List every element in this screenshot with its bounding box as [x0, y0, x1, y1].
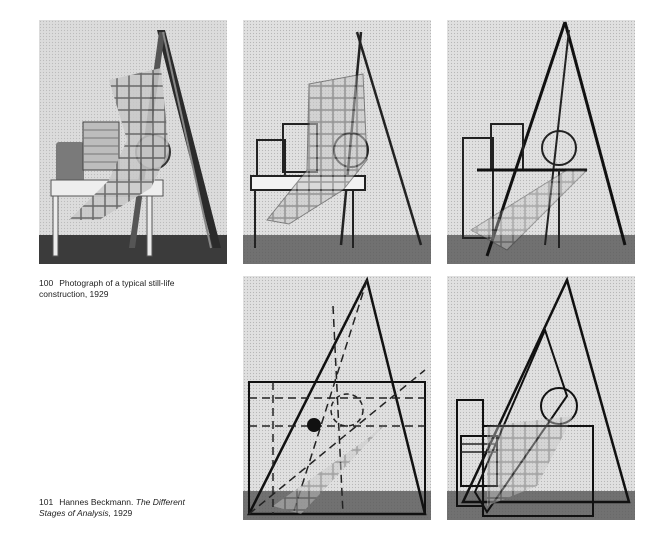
analysis-stage-4 — [447, 276, 635, 520]
caption-author: Hannes Beckmann. — [59, 497, 134, 507]
analysis-stage-2 — [447, 20, 635, 264]
caption-year: 1929 — [113, 507, 133, 518]
caption-text-line2: construction, 1929 — [39, 288, 109, 299]
caption-title-part2: Stages of Analysis, — [39, 507, 111, 518]
caption-title-part1: The Different — [135, 497, 185, 507]
analysis-stage-1 — [243, 20, 431, 264]
analysis-stage-3 — [243, 276, 431, 520]
photo-still-life — [39, 20, 227, 264]
figure-101-caption — [39, 497, 229, 518]
caption-text-line1: Photograph of a typical still-life — [59, 278, 175, 288]
figure-number: 100 — [39, 278, 54, 288]
figure-number: 101 — [39, 497, 54, 507]
figure-100-caption — [39, 278, 229, 299]
